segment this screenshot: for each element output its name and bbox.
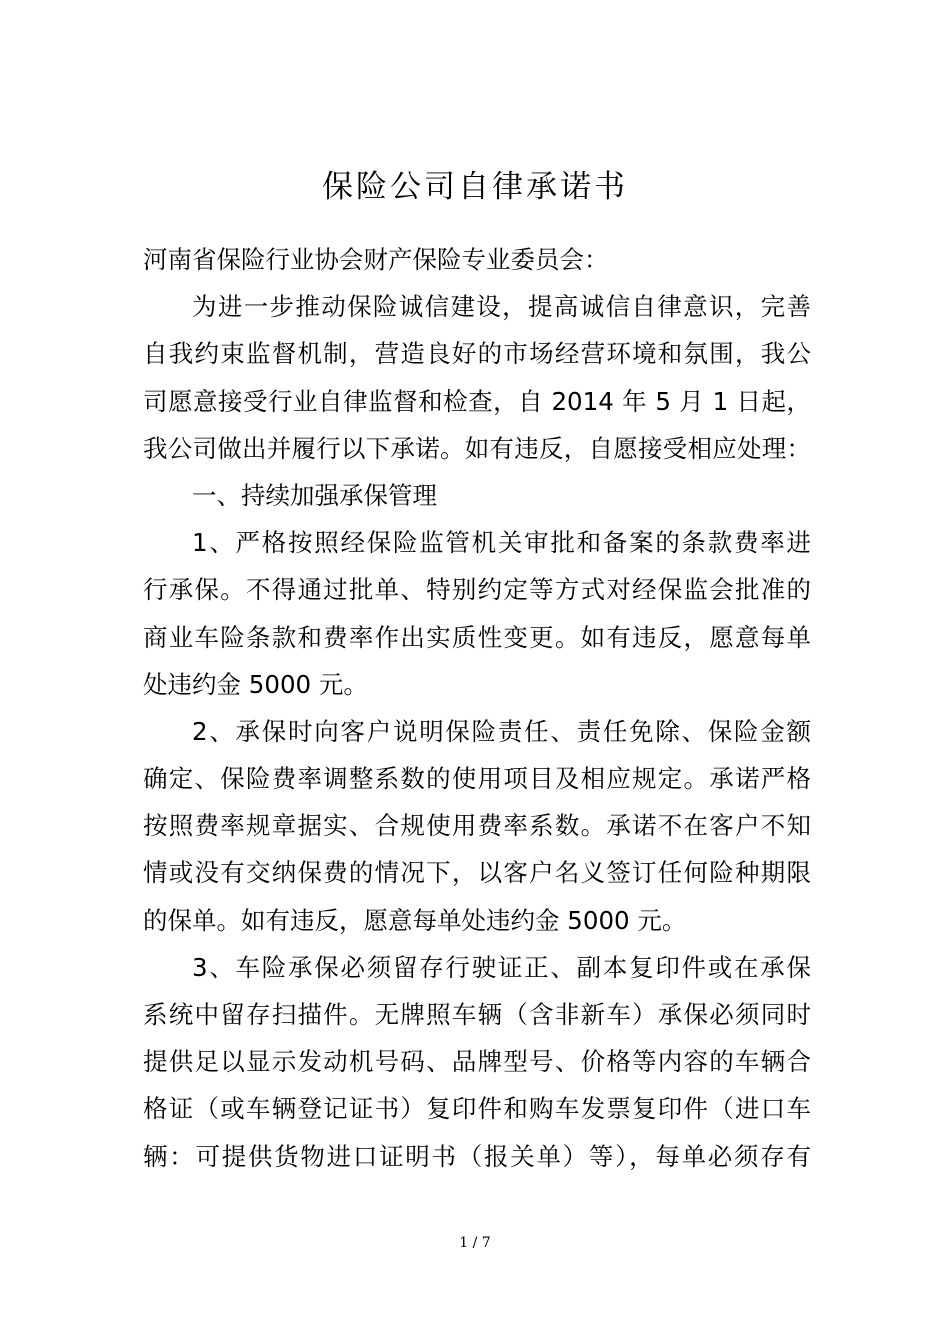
text-line: 商业车险条款和费率作出实质性变更。如有违反，愿意每单 xyxy=(143,622,811,652)
text-line: 情或没有交纳保费的情况下，以客户名义签订任何险种期限 xyxy=(143,858,811,888)
section-heading: 一、持续加强承保管理 xyxy=(192,480,437,510)
text-line: 行承保。不得通过批单、特别约定等方式对经保监会批准的 xyxy=(143,575,811,605)
page-number: 1 / 7 xyxy=(459,1235,491,1251)
text-line: 3、车险承保必须留存行驶证正、副本复印件或在承保 xyxy=(192,952,811,982)
text-line: 处违约金 5000 元。 xyxy=(143,669,368,699)
text-line: 自我约束监督机制，营造良好的市场经营环境和氛围，我公 xyxy=(143,339,811,369)
document-body xyxy=(143,236,811,1180)
text-line: 提供足以显示发动机号码、品牌型号、价格等内容的车辆合 xyxy=(143,1047,811,1077)
text-line: 的保单。如有违反，愿意每单处违约金 5000 元。 xyxy=(143,905,687,935)
text-line: 辆：可提供货物进口证明书（报关单）等），每单必须存有 xyxy=(143,1141,811,1171)
addressee-line: 河南省保险行业协会财产保险专业委员会： xyxy=(143,245,609,274)
text-line: 我公司做出并履行以下承诺。如有违反，自愿接受相应处理： xyxy=(143,433,811,463)
document-title: 保险公司自律承诺书 xyxy=(322,169,628,205)
text-line: 为进一步推动保险诚信建设，提高诚信自律意识，完善 xyxy=(192,292,811,322)
text-line: 2、承保时向客户说明保险责任、责任免除、保险金额 xyxy=(192,716,811,746)
text-line: 1、严格按照经保险监管机关审批和备案的条款费率进 xyxy=(192,528,811,558)
text-line: 确定、保险费率调整系数的使用项目及相应规定。承诺严格 xyxy=(143,764,811,794)
text-line: 系统中留存扫描件。无牌照车辆（含非新车）承保必须同时 xyxy=(143,1000,811,1029)
text-line: 司愿意接受行业自律监督和检查，自 2014 年 5 月 1 日起， xyxy=(143,386,811,416)
text-line: 按照费率规章据实、合规使用费率系数。承诺不在客户不知 xyxy=(143,811,811,841)
text-line: 格证（或车辆登记证书）复印件和购车发票复印件（进口车 xyxy=(143,1094,811,1124)
